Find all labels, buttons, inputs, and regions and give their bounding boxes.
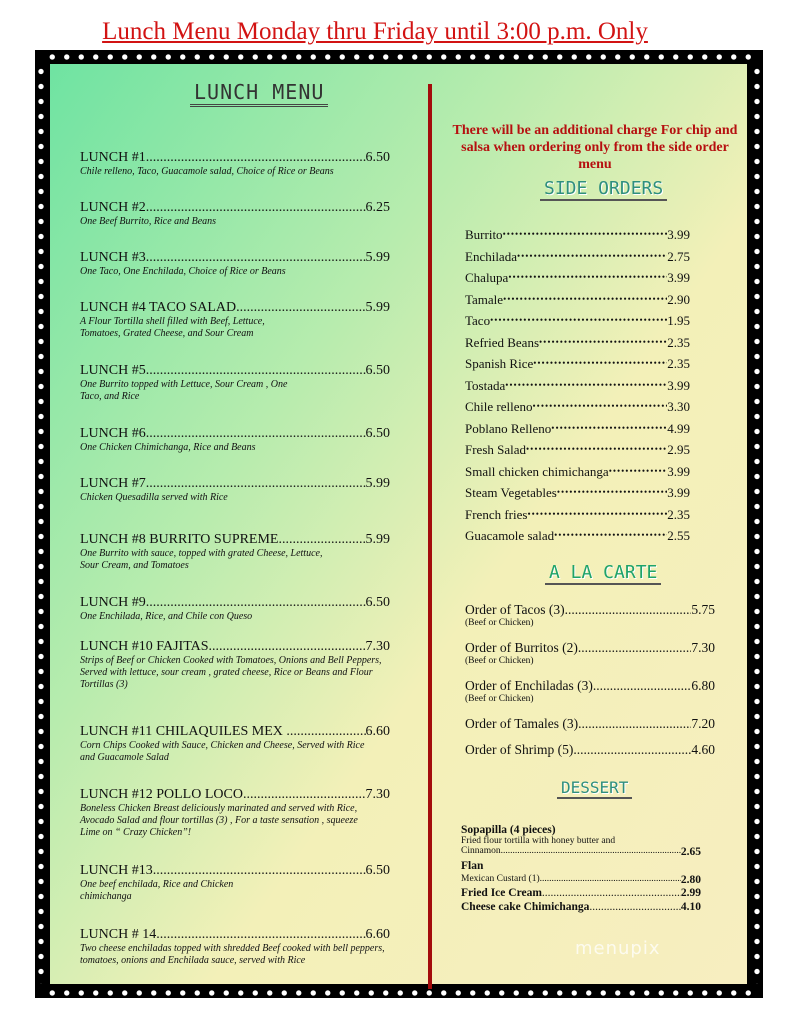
lunch-item-desc: One Taco, One Enchilada, Choice of Rice or Beans [80, 266, 286, 277]
lunch-item-price: 7.30 [365, 639, 390, 654]
dessert-cinnamon: Cinnamon [461, 846, 501, 856]
ala-item-price: 5.75 [691, 602, 715, 617]
side-item-name: French fries [465, 506, 528, 522]
lunch-item-name: LUNCH #9 [80, 595, 146, 610]
side-item-price: 2.95 [667, 442, 690, 457]
side-item [465, 249, 690, 265]
side-item [465, 356, 690, 372]
lunch-item-desc: One Chicken Chimichanga, Rice and Beans [80, 442, 256, 453]
dessert-fried-ice-cream: Fried Ice Cream [461, 887, 542, 899]
lunch-item-desc: Chile relleno, Taco, Guacamole salad, Choice of Rice or Beans [80, 166, 334, 177]
side-item-price: 3.99 [667, 227, 690, 242]
side-item-name: Fresh Salad [465, 442, 527, 457]
lunch-item-price: 6.50 [365, 150, 390, 165]
dessert-cheesecake: Cheese cake Chimichanga [461, 901, 590, 913]
lunch-item-1 [80, 150, 390, 178]
side-item [465, 378, 690, 394]
lunch-item-name: LUNCH #1 [80, 150, 146, 165]
side-item [465, 270, 690, 286]
side-item-price: 2.35 [667, 356, 690, 371]
ala-item [465, 602, 715, 628]
lunch-item-3 [80, 250, 390, 278]
lunch-item-desc: One Burrito topped with Lettuce, Sour Cream , One Taco, and Rice [80, 379, 288, 402]
lunch-item-desc: Corn Chips Cooked with Sauce, Chicken and Cheese, Served with Rice and Guacamole Salad [80, 740, 365, 763]
lunch-item-price: 5.99 [365, 300, 390, 315]
lunch-item-name: LUNCH #6 [80, 426, 146, 441]
lunch-menu-heading: LUNCH MENU [190, 80, 328, 107]
side-item [465, 227, 690, 243]
lunch-item-price: 6.50 [365, 863, 390, 878]
ala-item-sub: (Beef or Chicken) [465, 618, 534, 628]
ala-item-sub: (Beef or Chicken) [465, 694, 534, 704]
side-item [465, 485, 690, 501]
lunch-item-8 [80, 532, 390, 572]
side-item-price: 3.99 [667, 270, 690, 285]
ala-item-name: Order of Enchiladas (3) [465, 678, 593, 693]
lunch-item-9 [80, 595, 390, 623]
side-item-name: Chalupa [465, 270, 509, 285]
lunch-item-desc: A Flour Tortilla shell filled with Beef, Lettuce, Tomatoes, Grated Cheese, and Sour Cream [80, 316, 265, 339]
side-item-name: Burrito [465, 227, 503, 242]
lunch-item-name: LUNCH #12 POLLO LOCO [80, 787, 243, 802]
lunch-item-price: 6.60 [365, 927, 390, 942]
lunch-item-name: LUNCH # 14 [80, 927, 157, 942]
side-item [465, 507, 690, 523]
dessert-custard-price: 2.80 [680, 874, 701, 886]
dessert-flan: Flan [461, 860, 484, 872]
lunch-item-price: 6.25 [365, 200, 390, 215]
ala-item [465, 640, 715, 666]
chip-salsa-notice: There will be an additional charge For chip and salsa when ordering only from the side order menu [452, 123, 738, 172]
column-divider [428, 84, 432, 989]
border-dots-bottom [45, 988, 753, 998]
side-item-price: 4.99 [667, 420, 690, 436]
lunch-item-name: LUNCH #7 [80, 476, 146, 491]
lunch-item-desc: One Enchilada, Rice, and Chile con Queso [80, 611, 253, 622]
lunch-item-12 [80, 787, 390, 839]
side-item-price: 2.90 [667, 291, 690, 307]
menu-frame [35, 50, 763, 998]
ala-item [465, 678, 715, 704]
side-item-name: Small chicken chimichanga [465, 463, 609, 479]
side-item [465, 528, 690, 544]
side-item [465, 421, 690, 437]
side-item-price: 3.30 [667, 399, 690, 414]
lunch-item-desc: Strips of Beef or Chicken Cooked with Tomatoes, Onions and Bell Peppers, Served with lettuce, sour cream , grated cheese, Rice or Beans and Flour Tortillas (3) [80, 655, 382, 690]
side-item [465, 335, 690, 351]
dessert-cinnamon-price: 2.65 [680, 846, 701, 858]
lunch-item-price: 6.50 [365, 595, 390, 610]
lunch-item-name: LUNCH #2 [80, 200, 146, 215]
lunch-item-price: 5.99 [365, 532, 390, 547]
side-item [465, 464, 690, 480]
lunch-item-7 [80, 476, 390, 504]
lunch-item-desc: Boneless Chicken Breast deliciously marinated and served with Rice, Avocado Salad and flour tortillas (3) , For a taste sensation , squeeze Lime on “ Crazy Chicken”! [80, 803, 358, 838]
lunch-item-price: 5.99 [365, 250, 390, 265]
side-item [465, 399, 690, 415]
side-item-price: 2.35 [667, 334, 690, 350]
lunch-item-desc: Chicken Quesadilla served with Rice [80, 492, 228, 503]
lunch-item-name: LUNCH #11 CHILAQUILES MEX ..... [80, 724, 304, 739]
lunch-item-name: LUNCH #13 [80, 863, 153, 878]
dessert-sopapilla-desc: Fried flour tortilla with honey butter and [461, 836, 616, 846]
side-orders-heading: SIDE ORDERS [540, 178, 667, 201]
lunch-item-name: LUNCH #8 BURRITO SUPREME [80, 532, 279, 547]
lunch-item-price: 5.99 [365, 476, 390, 491]
border-dots-right [751, 64, 763, 984]
ala-item-price: 7.20 [691, 716, 715, 731]
lunch-item-4 [80, 300, 390, 340]
lunch-item-10 [80, 639, 390, 691]
ala-item-name: Order of Tamales (3) [465, 716, 579, 731]
border-dots-top [45, 52, 753, 62]
lunch-item-price: 7.30 [365, 787, 390, 802]
ala-item-price: 6.80 [691, 678, 715, 693]
side-item-name: Steam Vegetables [465, 485, 557, 500]
side-item-name: Guacamole salad [465, 528, 555, 543]
watermark: menupix [575, 938, 661, 959]
dessert-custard: Mexican Custard (1) [461, 874, 540, 884]
lunch-item-5 [80, 363, 390, 403]
lunch-item-2 [80, 200, 390, 228]
side-item-name: Poblano Relleno [465, 420, 552, 436]
border-dots-left [35, 64, 47, 984]
ala-item [465, 716, 715, 732]
lunch-item-6 [80, 426, 390, 454]
ala-item-sub: (Beef or Chicken) [465, 656, 534, 666]
ala-item-name: Order of Burritos (2) [465, 640, 578, 655]
side-item-name: Spanish Rice [465, 356, 534, 371]
dessert-sopapilla: Sopapilla (4 pieces) [461, 824, 556, 836]
side-item [465, 442, 690, 458]
lunch-item-desc: Two cheese enchiladas topped with shredded Beef cooked with bell peppers, tomatoes, onions and Enchilada sauce, served with Rice [80, 943, 385, 966]
lunch-item-name: LUNCH #3 [80, 250, 146, 265]
side-item-price: 3.99 [667, 377, 690, 393]
dessert-list [461, 824, 701, 913]
side-item-price: 1.95 [667, 313, 690, 328]
page-title: Lunch Menu Monday thru Friday until 3:00 p.m. Only [102, 18, 648, 45]
a-la-carte-heading: A LA CARTE [545, 562, 661, 585]
lunch-item-name: LUNCH #4 TACO SALAD [80, 300, 237, 315]
lunch-item-price: 6.50 [365, 363, 390, 378]
lunch-item-price: 6.50 [365, 426, 390, 441]
lunch-item-name: LUNCH #5 [80, 363, 146, 378]
lunch-item-desc: One beef enchilada, Rice and Chicken chimichanga [80, 879, 234, 902]
lunch-item-13 [80, 863, 390, 903]
side-item-name: Chile relleno [465, 399, 533, 414]
side-item-price: 2.55 [667, 528, 690, 543]
side-item-name: Taco [465, 313, 491, 328]
side-item-name: Tostada [465, 377, 506, 393]
dessert-fried-ice-cream-price: 2.99 [680, 887, 701, 899]
side-item [465, 313, 690, 329]
ala-item-name: Order of Shrimp (5) [465, 742, 574, 757]
ala-item-name: Order of Tacos (3) [465, 602, 565, 617]
dessert-heading: DESSERT [557, 778, 632, 799]
side-item-price: 2.35 [667, 506, 690, 522]
ala-item [465, 742, 715, 758]
lunch-item-14 [80, 927, 390, 967]
lunch-item-desc: One Beef Burrito, Rice and Beans [80, 216, 217, 227]
menu-panel [50, 64, 747, 984]
lunch-item-11 [80, 724, 390, 764]
side-item-name: Tamale [465, 291, 504, 307]
side-item-name: Refried Beans [465, 334, 540, 350]
lunch-item-desc: One Burrito with sauce, topped with grated Cheese, Lettuce, Sour Cream, and Tomatoes [80, 548, 323, 571]
lunch-item-name: LUNCH #10 FAJITAS [80, 639, 209, 654]
dessert-cheesecake-price: 4.10 [680, 901, 701, 913]
side-item-price: 3.99 [667, 485, 690, 500]
ala-item-price: 4.60 [691, 742, 715, 757]
side-item-price: 3.99 [667, 463, 690, 479]
side-item-name: Enchilada [465, 248, 517, 264]
ala-item-price: 7.30 [691, 640, 715, 655]
side-item-price: 2.75 [667, 248, 690, 264]
lunch-item-price: 6.60 [365, 724, 390, 739]
side-item [465, 292, 690, 308]
